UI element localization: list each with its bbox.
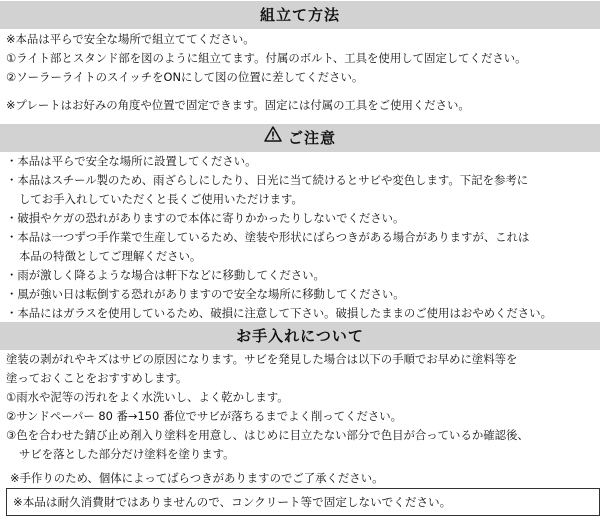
caution-line: してお手入れしていただくと長くご使用いただけます。 [19,192,303,206]
care-note: ※手作りのため、個体によってばらつきがありますのでご了承ください。 [10,471,384,485]
caution-line: ・本品は平らで安全な場所に設置してください。 [6,154,257,168]
caution-title: ご注意 [287,129,336,147]
caution-line: ・本品はスチール製のため、雨ざらしにしたり、日光に当て続けるとサビや変色します。下記を参考に [6,173,529,187]
assembly-line: ※プレートはお好みの角度や位置で固定できます。固定には付属の工具をご使用ください。 [6,98,470,112]
care-header: お手入れについて [0,322,600,350]
assembly-line: ※本品は平らで安全な場所で組立ててください。 [6,32,255,46]
care-line: 塗装の剥がれやキズはサビの原因になります。サビを発見した場合は以下の手順でお早めに塗料等を [6,352,518,366]
notice-box: ※本品は耐久消費財ではありませんので、コンクリート等で固定しないでください。 [6,488,600,516]
caution-section [0,124,600,323]
care-line: ①雨水や泥等の汚れをよく水洗いし、よく乾かします。 [6,390,289,404]
care-line: ③色を合わせた錆び止め剤入り塗料を用意し、はじめに目立たない部分で色目が合っているか確認後、 [6,428,529,442]
caution-line: ・風が強い日は転倒する恐れがありますので安全な場所に移動してください。 [6,287,405,301]
assembly-body [0,29,600,115]
care-body [0,350,600,488]
care-line: ②サンドペーパー 80 番→150 番位でサビが落ちるまでよく削ってください。 [6,409,403,423]
care-section [0,322,600,488]
caution-header [0,124,600,152]
caution-line: ・雨が激しく降るような場合は軒下などに移動してください。 [6,268,325,282]
caution-line: 本品の特徴としてご理解ください。 [19,249,202,263]
caution-line: ・本品は一つずつ手作業で生産しているため、塗装や形状にばらつきがある場合がありますが、これは [6,230,530,244]
care-line: 塗っておくことをおすすめします。 [6,371,188,385]
assembly-section [0,1,600,115]
care-line: サビを落とした部分だけ塗料を塗ります。 [19,447,235,461]
assembly-line: ②ソーラーライトのスイッチをONにして図の位置に差してください。 [6,70,364,84]
warning-triangle-icon [264,123,282,151]
assembly-line: ①ライト部とスタンド部を図のように組立てます。付属のボルト、工具を使用して固定してください。 [6,51,527,65]
assembly-header: 組立て方法 [0,1,600,29]
caution-line: ・破損やケガの恐れがありますので本体に寄りかかったりしないでください。 [6,211,405,225]
caution-line: ・本品にはガラスを使用しているため、破損に注意して下さい。破損したままのご使用はおやめください。 [6,306,552,320]
caution-body [0,152,600,323]
